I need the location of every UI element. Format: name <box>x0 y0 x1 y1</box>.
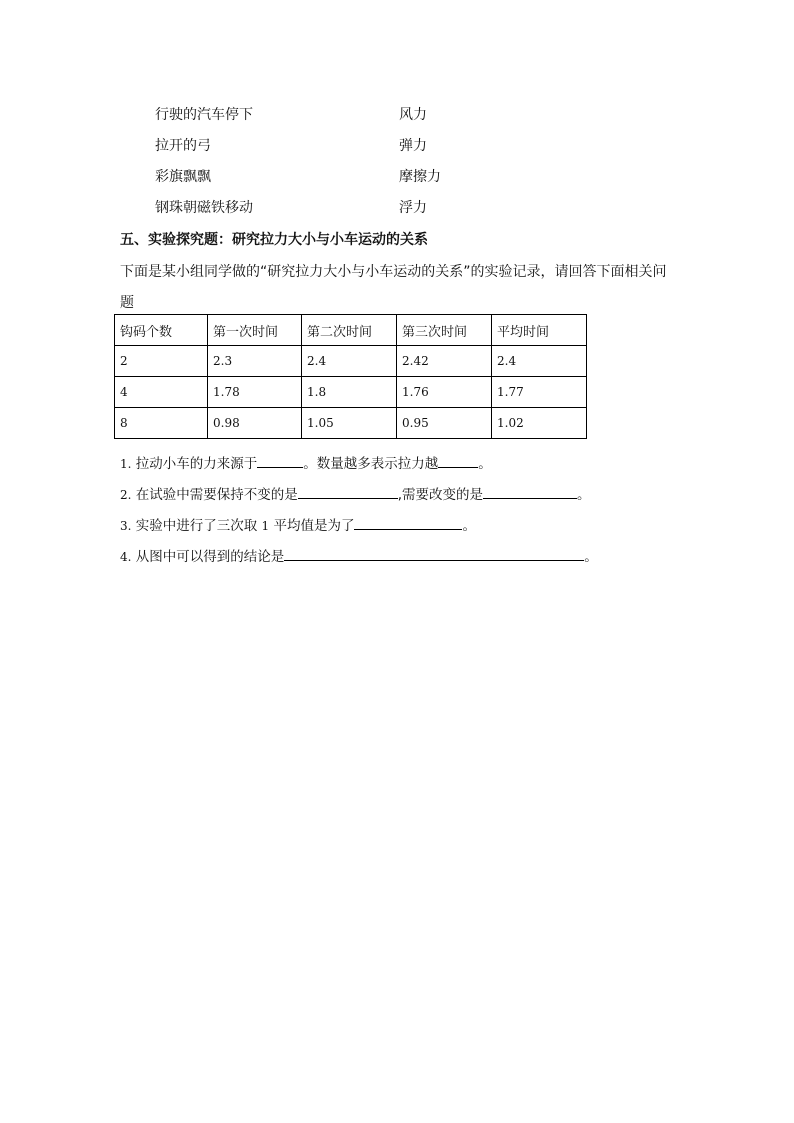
experiment-table <box>114 314 587 439</box>
table-row <box>115 346 587 377</box>
question-text: 。数量越多表示拉力越 <box>303 456 439 472</box>
table-cell: 1.02 <box>492 408 587 439</box>
answer-blank[interactable] <box>298 486 398 499</box>
question-text: 平均值是为了 <box>273 518 355 534</box>
table-cell: 2.3 <box>208 346 302 377</box>
table-cell: 2.4 <box>302 346 397 377</box>
table-row <box>115 377 587 408</box>
table-cell: 2.4 <box>492 346 587 377</box>
answer-blank[interactable] <box>354 517 462 530</box>
answer-blank[interactable] <box>438 455 478 468</box>
match-right-item-4: 浮力 <box>399 200 427 216</box>
table-cell: 1.05 <box>302 408 397 439</box>
question-text: ,需要改变的是 <box>397 487 484 503</box>
table-cell: 8 <box>115 408 208 439</box>
question-3 <box>120 514 476 534</box>
question-number: 2. <box>120 488 132 502</box>
table-cell: 2.42 <box>397 346 492 377</box>
table-cell: 0.98 <box>208 408 302 439</box>
question-text: 。 <box>462 518 476 534</box>
header-cell: 第二次时间 <box>302 315 397 346</box>
table-cell: 1.76 <box>397 377 492 408</box>
question-number: 1. <box>120 457 132 471</box>
question-2 <box>120 483 591 503</box>
table-cell: 0.95 <box>397 408 492 439</box>
question-text: 从图中可以得到的结论是 <box>135 549 285 565</box>
table-row <box>115 408 587 439</box>
section-heading: 五、实验探究题：研究拉力大小与小车运动的关系 <box>120 232 428 248</box>
intro-line-1: 下面是某小组同学做的“研究拉力大小与小车运动的关系”的实验记录，请回答下面相关问 <box>120 264 667 280</box>
question-text: 拉动小车的力来源于 <box>135 456 258 472</box>
match-right-item-1: 风力 <box>399 107 427 123</box>
table-cell: 1.78 <box>208 377 302 408</box>
match-left-item-4: 钢珠朝磁铁移动 <box>155 200 253 216</box>
question-text: 1 <box>261 519 270 533</box>
intro-line-2: 题 <box>120 295 134 311</box>
question-text: 。 <box>584 549 598 565</box>
table-cell: 2 <box>115 346 208 377</box>
question-1 <box>120 452 492 472</box>
answer-blank[interactable] <box>284 548 584 561</box>
match-left-item-1: 行驶的汽车停下 <box>155 107 253 123</box>
header-cell: 平均时间 <box>492 315 587 346</box>
table-cell: 1.8 <box>302 377 397 408</box>
question-text: 。 <box>478 456 492 472</box>
table-cell: 4 <box>115 377 208 408</box>
match-right-item-2: 弹力 <box>399 138 427 154</box>
question-number: 4. <box>120 550 132 564</box>
question-number: 3. <box>120 519 132 533</box>
header-cell: 第一次时间 <box>208 315 302 346</box>
table-header-row <box>115 315 587 346</box>
header-cell: 钩码个数 <box>115 315 208 346</box>
table-cell: 1.77 <box>492 377 587 408</box>
match-left-item-2: 拉开的弓 <box>155 138 211 154</box>
question-4 <box>120 545 598 565</box>
question-text: 实验中进行了三次取 <box>135 518 258 534</box>
match-left-item-3: 彩旗飘飘 <box>155 169 211 185</box>
answer-blank[interactable] <box>483 486 577 499</box>
question-text: 在试验中需要保持不变的是 <box>135 487 298 503</box>
answer-blank[interactable] <box>257 455 303 468</box>
match-right-item-3: 摩擦力 <box>399 169 441 185</box>
question-text: 。 <box>577 487 591 503</box>
header-cell: 第三次时间 <box>397 315 492 346</box>
